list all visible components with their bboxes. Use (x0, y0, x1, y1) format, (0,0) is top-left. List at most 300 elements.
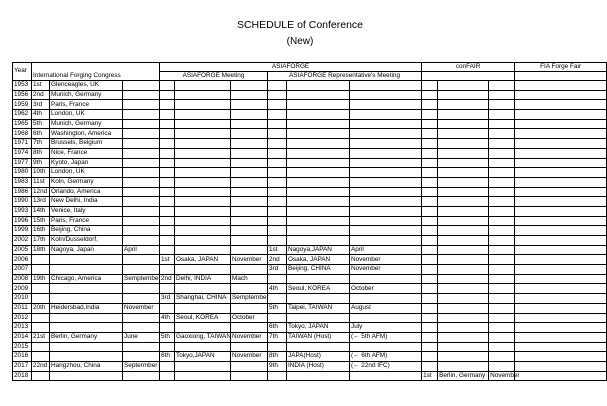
cell-ifc-no: 7th (32, 139, 50, 149)
cell-ifc-month (123, 187, 160, 197)
cell-ifc-place: Koln, Germany (50, 177, 123, 187)
cell-fia (515, 236, 607, 246)
cell-am-place (175, 236, 231, 246)
cell-rep-place (287, 158, 350, 168)
cell-cf-place (438, 139, 489, 149)
cell-ifc-place: Kyoto, Japan (50, 158, 123, 168)
cell-fia (515, 81, 607, 91)
cell-ifc-no (32, 284, 50, 294)
page-title: SCHEDULE of Conference (236, 19, 364, 31)
cell-am-month: November (231, 332, 268, 342)
cell-rep-place (287, 206, 350, 216)
cell-cf-no (422, 226, 438, 236)
cell-cf-place (438, 81, 489, 91)
table-row (13, 100, 607, 110)
cell-am-month (231, 81, 268, 91)
cell-ifc-month (123, 197, 160, 207)
header-ifc-top (32, 63, 160, 72)
cell-ifc-month (123, 90, 160, 100)
cell-am-place: Seoul, KOREA (175, 313, 231, 323)
cell-cf-no (422, 236, 438, 246)
cell-ifc-month (123, 265, 160, 275)
table-row (13, 371, 607, 381)
cell-cf-no (422, 110, 438, 120)
table-row (13, 139, 607, 149)
cell-fia (515, 129, 607, 139)
cell-year: 2018 (13, 371, 32, 381)
cell-am-place (175, 197, 231, 207)
cell-rep-no: 5th (268, 303, 287, 313)
cell-ifc-month (123, 323, 160, 333)
cell-ifc-place: Hangzhou, China (50, 361, 123, 371)
cell-rep-no (268, 236, 287, 246)
cell-ifc-no (32, 265, 50, 275)
cell-ifc-place: Paris, France (50, 216, 123, 226)
cell-ifc-place: Venice, Italy (50, 206, 123, 216)
cell-am-month (231, 361, 268, 371)
table-row (13, 119, 607, 129)
cell-year: 2013 (13, 323, 32, 333)
cell-ifc-month (123, 119, 160, 129)
cell-am-place: Shanghai, CHINA (175, 294, 231, 304)
cell-am-no (160, 187, 175, 197)
cell-cf-no: 1st (422, 371, 438, 381)
cell-cf-no (422, 216, 438, 226)
cell-cf-place (438, 274, 489, 284)
cell-cf-month (489, 352, 515, 362)
table-row (13, 206, 607, 216)
cell-ifc-no: 12nd (32, 187, 50, 197)
cell-rep-no: 6th (268, 323, 287, 333)
cell-ifc-no (32, 255, 50, 265)
cell-ifc-place: Orlando, America (50, 187, 123, 197)
cell-am-no: 6th (160, 352, 175, 362)
cell-year: 1990 (13, 197, 32, 207)
cell-cf-place: Berlin, Germany (438, 371, 489, 381)
schedule-table (12, 62, 607, 381)
cell-rep-no: 1st (268, 245, 287, 255)
cell-ifc-place (50, 313, 123, 323)
cell-ifc-place (50, 323, 123, 333)
cell-year: 2015 (13, 342, 32, 352)
cell-cf-place (438, 361, 489, 371)
cell-rep-place (287, 81, 350, 91)
cell-cf-month (489, 110, 515, 120)
cell-ifc-month (123, 148, 160, 158)
table-row (13, 197, 607, 207)
cell-fia (515, 332, 607, 342)
cell-cf-month (489, 197, 515, 207)
cell-cf-month (489, 139, 515, 149)
cell-ifc-place (50, 371, 123, 381)
cell-am-no (160, 226, 175, 236)
cell-am-place (175, 100, 231, 110)
cell-fia (515, 274, 607, 284)
cell-cf-month (489, 274, 515, 284)
cell-am-month: November (231, 255, 268, 265)
cell-am-no (160, 148, 175, 158)
cell-rep-no (268, 187, 287, 197)
cell-am-month (231, 110, 268, 120)
cell-ifc-month (123, 100, 160, 110)
cell-year: 1953 (13, 81, 32, 91)
cell-cf-no (422, 90, 438, 100)
cell-fia (515, 352, 607, 362)
cell-cf-no (422, 139, 438, 149)
cell-am-month (231, 177, 268, 187)
cell-cf-place (438, 284, 489, 294)
cell-cf-no (422, 158, 438, 168)
cell-cf-month (489, 100, 515, 110)
cell-year: 1996 (13, 216, 32, 226)
cell-rep-month: (← 5th AFM) (350, 332, 422, 342)
cell-rep-month (350, 100, 422, 110)
cell-am-month (231, 100, 268, 110)
cell-rep-no: 9th (268, 361, 287, 371)
cell-cf-place (438, 236, 489, 246)
cell-am-no (160, 323, 175, 333)
cell-ifc-month (123, 236, 160, 246)
cell-cf-no (422, 100, 438, 110)
cell-am-place (175, 139, 231, 149)
cell-ifc-month (123, 284, 160, 294)
cell-rep-month: April (350, 245, 422, 255)
cell-cf-no (422, 206, 438, 216)
table-row (13, 274, 607, 284)
cell-cf-place (438, 303, 489, 313)
cell-cf-place (438, 255, 489, 265)
table-row (13, 361, 607, 371)
table-row (13, 158, 607, 168)
cell-cf-no (422, 197, 438, 207)
cell-cf-place (438, 197, 489, 207)
cell-cf-month (489, 119, 515, 129)
cell-year: 1986 (13, 187, 32, 197)
cell-am-month (231, 148, 268, 158)
cell-year: 2012 (13, 313, 32, 323)
table-row (13, 90, 607, 100)
cell-year: 1983 (13, 177, 32, 187)
cell-am-month (231, 265, 268, 275)
cell-ifc-place: Koln/Dusseldorf, (50, 236, 123, 246)
cell-fia (515, 294, 607, 304)
cell-fia (515, 284, 607, 294)
cell-fia (515, 323, 607, 333)
cell-am-month (231, 284, 268, 294)
cell-rep-month (350, 274, 422, 284)
cell-am-no (160, 342, 175, 352)
cell-year: 2016 (13, 352, 32, 362)
cell-ifc-month (123, 371, 160, 381)
cell-am-month (231, 119, 268, 129)
cell-am-place (175, 158, 231, 168)
cell-cf-month (489, 90, 515, 100)
cell-ifc-place (50, 352, 123, 362)
cell-rep-place (287, 342, 350, 352)
cell-year: 2007 (13, 265, 32, 275)
cell-ifc-no: 9th (32, 158, 50, 168)
cell-am-no (160, 197, 175, 207)
cell-cf-month (489, 81, 515, 91)
cell-am-no (160, 100, 175, 110)
table-row (13, 226, 607, 236)
cell-rep-month (350, 110, 422, 120)
cell-fia (515, 206, 607, 216)
cell-ifc-place: Nagoya, Japan (50, 245, 123, 255)
cell-ifc-place: Munich, Germany (50, 90, 123, 100)
cell-rep-month (350, 294, 422, 304)
cell-ifc-month (123, 177, 160, 187)
cell-rep-month: (← 6th AFM) (350, 352, 422, 362)
cell-year: 2008 (13, 274, 32, 284)
table-row (13, 265, 607, 275)
cell-am-month: Semptember (231, 294, 268, 304)
cell-rep-place: JAPA(Host) (287, 352, 350, 362)
table-row (13, 177, 607, 187)
table-row (13, 352, 607, 362)
cell-cf-place (438, 110, 489, 120)
cell-ifc-month (123, 81, 160, 91)
table-row (13, 294, 607, 304)
cell-ifc-no: 6th (32, 129, 50, 139)
cell-rep-no (268, 294, 287, 304)
cell-am-no (160, 236, 175, 246)
cell-rep-no: 7th (268, 332, 287, 342)
cell-cf-no (422, 342, 438, 352)
cell-ifc-no: 10th (32, 168, 50, 178)
cell-ifc-month (123, 206, 160, 216)
cell-ifc-no: 16th (32, 226, 50, 236)
cell-am-month (231, 129, 268, 139)
cell-am-no (160, 168, 175, 178)
cell-am-place (175, 303, 231, 313)
cell-ifc-no (32, 371, 50, 381)
cell-ifc-place (50, 342, 123, 352)
cell-cf-place (438, 294, 489, 304)
cell-rep-no (268, 129, 287, 139)
header-asiaforge-rep: ASIAFORGE Representative's Meeting (268, 72, 422, 81)
cell-rep-no (268, 226, 287, 236)
cell-cf-no (422, 245, 438, 255)
cell-rep-place (287, 100, 350, 110)
cell-rep-place (287, 216, 350, 226)
cell-fia (515, 226, 607, 236)
cell-rep-place (287, 371, 350, 381)
cell-rep-no (268, 216, 287, 226)
cell-rep-no: 2nd (268, 255, 287, 265)
cell-am-place (175, 187, 231, 197)
cell-cf-no (422, 361, 438, 371)
cell-am-month (231, 323, 268, 333)
cell-am-place: Gaoxiong, TAIWAN (175, 332, 231, 342)
cell-am-place (175, 148, 231, 158)
cell-cf-place (438, 206, 489, 216)
cell-am-no (160, 158, 175, 168)
cell-rep-no: 8th (268, 352, 287, 362)
cell-rep-no (268, 81, 287, 91)
cell-ifc-no: 21st (32, 332, 50, 342)
table-row (13, 110, 607, 120)
cell-am-place (175, 342, 231, 352)
cell-fia (515, 245, 607, 255)
cell-fia (515, 342, 607, 352)
cell-am-place: Delhi, INDIA (175, 274, 231, 284)
cell-cf-month (489, 158, 515, 168)
table-row (13, 255, 607, 265)
cell-cf-no (422, 332, 438, 342)
cell-cf-no (422, 187, 438, 197)
cell-ifc-month (123, 129, 160, 139)
cell-am-place (175, 323, 231, 333)
cell-rep-month (350, 119, 422, 129)
cell-cf-place (438, 332, 489, 342)
cell-ifc-place: London, UK (50, 110, 123, 120)
cell-cf-month (489, 323, 515, 333)
cell-ifc-place: Munich, Germany (50, 119, 123, 129)
cell-year: 1965 (13, 119, 32, 129)
cell-rep-no (268, 342, 287, 352)
cell-am-month (231, 206, 268, 216)
cell-am-no (160, 90, 175, 100)
cell-cf-place (438, 129, 489, 139)
cell-am-month (231, 168, 268, 178)
cell-ifc-place (50, 284, 123, 294)
cell-am-place (175, 361, 231, 371)
cell-am-place (175, 119, 231, 129)
cell-am-no: 2nd (160, 274, 175, 284)
cell-ifc-place (50, 265, 123, 275)
cell-ifc-no: 1st (32, 81, 50, 91)
cell-ifc-place: Berlin, Germany (50, 332, 123, 342)
cell-fia (515, 100, 607, 110)
cell-ifc-no: 5th (32, 119, 50, 129)
table-row (13, 168, 607, 178)
cell-rep-place: TAIWAN (Host) (287, 332, 350, 342)
cell-rep-no (268, 119, 287, 129)
cell-cf-no (422, 265, 438, 275)
cell-cf-month (489, 206, 515, 216)
cell-ifc-no: 22nd (32, 361, 50, 371)
cell-ifc-month: November (123, 303, 160, 313)
table-row (13, 342, 607, 352)
cell-ifc-month (123, 216, 160, 226)
cell-rep-place: Tokyo, JAPAN (287, 323, 350, 333)
cell-cf-month (489, 294, 515, 304)
header-year: Year (13, 63, 32, 81)
cell-cf-place (438, 158, 489, 168)
cell-ifc-place: Nice, France (50, 148, 123, 158)
cell-am-no: 4th (160, 313, 175, 323)
cell-rep-place: Osaka, JAPAN (287, 255, 350, 265)
cell-cf-month (489, 245, 515, 255)
cell-ifc-month (123, 158, 160, 168)
cell-rep-month: July (350, 323, 422, 333)
cell-rep-month (350, 236, 422, 246)
cell-rep-no (268, 139, 287, 149)
cell-cf-month (489, 303, 515, 313)
cell-cf-month (489, 129, 515, 139)
cell-rep-place (287, 197, 350, 207)
header-asiaforge: ASIAFORGE (160, 63, 422, 72)
cell-rep-place: Taipei, TAIWAN (287, 303, 350, 313)
cell-am-no: 3rd (160, 294, 175, 304)
cell-rep-place (287, 148, 350, 158)
cell-ifc-month: Semptember (123, 274, 160, 284)
cell-ifc-no: 14th (32, 206, 50, 216)
cell-am-month (231, 245, 268, 255)
cell-cf-month (489, 236, 515, 246)
cell-am-month (231, 216, 268, 226)
cell-am-place (175, 177, 231, 187)
cell-ifc-no: 3rd (32, 100, 50, 110)
cell-cf-no (422, 129, 438, 139)
cell-rep-place (287, 236, 350, 246)
cell-am-place (175, 216, 231, 226)
cell-ifc-no: 11st (32, 177, 50, 187)
cell-fia (515, 197, 607, 207)
cell-rep-no (268, 168, 287, 178)
cell-rep-place (287, 119, 350, 129)
cell-year: 1971 (13, 139, 32, 149)
cell-cf-month (489, 313, 515, 323)
cell-am-month (231, 371, 268, 381)
cell-ifc-month (123, 342, 160, 352)
cell-ifc-month (123, 168, 160, 178)
cell-am-place (175, 81, 231, 91)
cell-ifc-month (123, 255, 160, 265)
cell-year: 2010 (13, 294, 32, 304)
cell-rep-place: Seoul, KOREA (287, 284, 350, 294)
cell-fia (515, 216, 607, 226)
cell-year: 2011 (13, 303, 32, 313)
cell-am-no: 1st (160, 255, 175, 265)
cell-fia (515, 177, 607, 187)
cell-ifc-place: Chicago, America (50, 274, 123, 284)
cell-cf-month (489, 226, 515, 236)
cell-cf-place (438, 352, 489, 362)
cell-cf-place (438, 216, 489, 226)
table-row (13, 303, 607, 313)
header-row-2 (13, 72, 607, 81)
cell-rep-month (350, 226, 422, 236)
cell-rep-month (350, 187, 422, 197)
cell-am-place (175, 245, 231, 255)
cell-year: 1956 (13, 90, 32, 100)
table-row (13, 148, 607, 158)
cell-cf-month (489, 332, 515, 342)
cell-rep-place (287, 168, 350, 178)
cell-rep-no: 4th (268, 284, 287, 294)
cell-cf-no (422, 303, 438, 313)
cell-ifc-month: June (123, 332, 160, 342)
cell-cf-month (489, 255, 515, 265)
cell-am-month (231, 197, 268, 207)
cell-ifc-no: 19th (32, 274, 50, 284)
cell-rep-month: October (350, 284, 422, 294)
cell-cf-month: November (489, 371, 515, 381)
cell-am-month: November (231, 352, 268, 362)
cell-rep-no (268, 148, 287, 158)
table-row (13, 236, 607, 246)
cell-am-place (175, 265, 231, 275)
cell-am-no (160, 245, 175, 255)
cell-fia (515, 119, 607, 129)
table-row (13, 313, 607, 323)
cell-cf-place (438, 245, 489, 255)
cell-ifc-place (50, 294, 123, 304)
cell-am-month (231, 139, 268, 149)
cell-ifc-place: Paris, France (50, 100, 123, 110)
